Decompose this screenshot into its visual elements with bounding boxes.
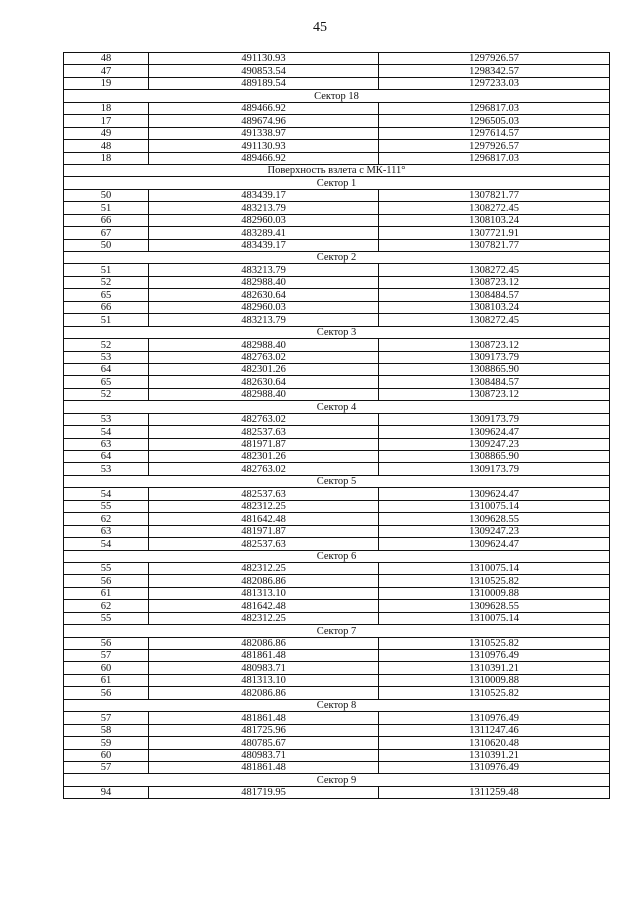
x-coordinate-cell: 482312.25 [149, 612, 379, 624]
y-coordinate-cell: 1310976.49 [379, 712, 610, 724]
x-coordinate-cell: 482630.64 [149, 289, 379, 301]
section-header: Сектор 9 [64, 774, 610, 786]
x-coordinate-cell: 481861.48 [149, 761, 379, 773]
page-number: 45 [313, 20, 327, 35]
point-number-cell: 63 [64, 525, 149, 537]
y-coordinate-cell: 1307821.77 [379, 189, 610, 201]
section-header-row [64, 774, 610, 786]
y-coordinate-cell: 1310976.49 [379, 761, 610, 773]
y-coordinate-cell: 1296817.03 [379, 152, 610, 164]
table-row [64, 102, 610, 114]
point-number-cell: 59 [64, 737, 149, 749]
x-coordinate-cell: 482312.25 [149, 500, 379, 512]
section-header-row [64, 550, 610, 562]
x-coordinate-cell: 482988.40 [149, 276, 379, 288]
x-coordinate-cell: 481971.87 [149, 525, 379, 537]
section-header-row [64, 475, 610, 487]
x-coordinate-cell: 481642.48 [149, 513, 379, 525]
y-coordinate-cell: 1308484.57 [379, 376, 610, 388]
x-coordinate-cell: 482086.86 [149, 637, 379, 649]
table-row [64, 202, 610, 214]
y-coordinate-cell: 1309173.79 [379, 413, 610, 425]
table-row [64, 612, 610, 624]
table-row [64, 562, 610, 574]
point-number-cell: 52 [64, 339, 149, 351]
table-row [64, 438, 610, 450]
x-coordinate-cell: 482086.86 [149, 575, 379, 587]
point-number-cell: 54 [64, 488, 149, 500]
point-number-cell: 57 [64, 712, 149, 724]
y-coordinate-cell: 1311247.46 [379, 724, 610, 736]
x-coordinate-cell: 491130.93 [149, 140, 379, 152]
table-row [64, 189, 610, 201]
y-coordinate-cell: 1310620.48 [379, 737, 610, 749]
y-coordinate-cell: 1297926.57 [379, 140, 610, 152]
x-coordinate-cell: 483213.79 [149, 314, 379, 326]
x-coordinate-cell: 480983.71 [149, 662, 379, 674]
x-coordinate-cell: 483213.79 [149, 264, 379, 276]
point-number-cell: 48 [64, 53, 149, 65]
point-number-cell: 53 [64, 463, 149, 475]
point-number-cell: 50 [64, 189, 149, 201]
point-number-cell: 57 [64, 761, 149, 773]
x-coordinate-cell: 482537.63 [149, 426, 379, 438]
x-coordinate-cell: 482630.64 [149, 376, 379, 388]
point-number-cell: 55 [64, 562, 149, 574]
x-coordinate-cell: 481313.10 [149, 587, 379, 599]
point-number-cell: 65 [64, 289, 149, 301]
point-number-cell: 62 [64, 513, 149, 525]
point-number-cell: 62 [64, 600, 149, 612]
section-header: Сектор 5 [64, 475, 610, 487]
point-number-cell: 60 [64, 662, 149, 674]
table-row [64, 351, 610, 363]
y-coordinate-cell: 1308723.12 [379, 339, 610, 351]
point-number-cell: 56 [64, 637, 149, 649]
y-coordinate-cell: 1296505.03 [379, 115, 610, 127]
y-coordinate-cell: 1310009.88 [379, 674, 610, 686]
x-coordinate-cell: 481313.10 [149, 674, 379, 686]
y-coordinate-cell: 1297614.57 [379, 127, 610, 139]
x-coordinate-cell: 481861.48 [149, 650, 379, 662]
section-header: Сектор 8 [64, 699, 610, 711]
point-number-cell: 64 [64, 451, 149, 463]
section-header-row [64, 252, 610, 264]
y-coordinate-cell: 1308723.12 [379, 276, 610, 288]
point-number-cell: 19 [64, 77, 149, 89]
point-number-cell: 61 [64, 587, 149, 599]
section-header-row [64, 164, 610, 176]
y-coordinate-cell: 1308272.45 [379, 264, 610, 276]
section-header-row [64, 699, 610, 711]
table-row [64, 637, 610, 649]
y-coordinate-cell: 1310525.82 [379, 637, 610, 649]
coordinates-table [63, 52, 610, 799]
table-row [64, 239, 610, 251]
y-coordinate-cell: 1311259.48 [379, 786, 610, 798]
y-coordinate-cell: 1309628.55 [379, 513, 610, 525]
y-coordinate-cell: 1310976.49 [379, 650, 610, 662]
x-coordinate-cell: 482301.26 [149, 451, 379, 463]
point-number-cell: 52 [64, 388, 149, 400]
y-coordinate-cell: 1309624.47 [379, 426, 610, 438]
y-coordinate-cell: 1308272.45 [379, 202, 610, 214]
x-coordinate-cell: 483289.41 [149, 227, 379, 239]
y-coordinate-cell: 1310525.82 [379, 575, 610, 587]
point-number-cell: 66 [64, 214, 149, 226]
table-row [64, 761, 610, 773]
table-row [64, 77, 610, 89]
table-row [64, 712, 610, 724]
point-number-cell: 56 [64, 687, 149, 699]
y-coordinate-cell: 1297926.57 [379, 53, 610, 65]
x-coordinate-cell: 491130.93 [149, 53, 379, 65]
table-row [64, 140, 610, 152]
point-number-cell: 47 [64, 65, 149, 77]
table-row [64, 525, 610, 537]
x-coordinate-cell: 481971.87 [149, 438, 379, 450]
table-row [64, 388, 610, 400]
x-coordinate-cell: 483439.17 [149, 239, 379, 251]
table-row [64, 786, 610, 798]
section-header-row [64, 625, 610, 637]
table-row [64, 53, 610, 65]
table-row [64, 314, 610, 326]
point-number-cell: 54 [64, 426, 149, 438]
point-number-cell: 57 [64, 650, 149, 662]
point-number-cell: 94 [64, 786, 149, 798]
section-header-row [64, 401, 610, 413]
y-coordinate-cell: 1309247.23 [379, 525, 610, 537]
section-header-row [64, 177, 610, 189]
y-coordinate-cell: 1309628.55 [379, 600, 610, 612]
point-number-cell: 50 [64, 239, 149, 251]
table-row [64, 339, 610, 351]
table-row [64, 737, 610, 749]
coordinates-table-body [64, 53, 610, 799]
table-row [64, 575, 610, 587]
x-coordinate-cell: 490853.54 [149, 65, 379, 77]
x-coordinate-cell: 481861.48 [149, 712, 379, 724]
section-header: Сектор 7 [64, 625, 610, 637]
table-row [64, 538, 610, 550]
x-coordinate-cell: 482537.63 [149, 488, 379, 500]
section-header: Сектор 3 [64, 326, 610, 338]
x-coordinate-cell: 483213.79 [149, 202, 379, 214]
point-number-cell: 51 [64, 202, 149, 214]
x-coordinate-cell: 489466.92 [149, 152, 379, 164]
table-row [64, 600, 610, 612]
x-coordinate-cell: 482960.03 [149, 301, 379, 313]
table-row [64, 724, 610, 736]
x-coordinate-cell: 481725.96 [149, 724, 379, 736]
table-row [64, 513, 610, 525]
y-coordinate-cell: 1308103.24 [379, 301, 610, 313]
point-number-cell: 51 [64, 264, 149, 276]
x-coordinate-cell: 482086.86 [149, 687, 379, 699]
point-number-cell: 56 [64, 575, 149, 587]
y-coordinate-cell: 1308865.90 [379, 451, 610, 463]
point-number-cell: 49 [64, 127, 149, 139]
x-coordinate-cell: 482537.63 [149, 538, 379, 550]
section-header-row [64, 90, 610, 102]
y-coordinate-cell: 1310391.21 [379, 662, 610, 674]
point-number-cell: 54 [64, 538, 149, 550]
table-row [64, 463, 610, 475]
y-coordinate-cell: 1310075.14 [379, 562, 610, 574]
table-row [64, 227, 610, 239]
x-coordinate-cell: 483439.17 [149, 189, 379, 201]
section-header: Сектор 6 [64, 550, 610, 562]
point-number-cell: 18 [64, 102, 149, 114]
point-number-cell: 64 [64, 363, 149, 375]
section-header: Поверхность взлета с МК-111° [64, 164, 610, 176]
y-coordinate-cell: 1309173.79 [379, 463, 610, 475]
x-coordinate-cell: 480785.67 [149, 737, 379, 749]
x-coordinate-cell: 489466.92 [149, 102, 379, 114]
point-number-cell: 48 [64, 140, 149, 152]
y-coordinate-cell: 1310075.14 [379, 500, 610, 512]
x-coordinate-cell: 481719.95 [149, 786, 379, 798]
y-coordinate-cell: 1309624.47 [379, 488, 610, 500]
point-number-cell: 17 [64, 115, 149, 127]
x-coordinate-cell: 491338.97 [149, 127, 379, 139]
x-coordinate-cell: 482763.02 [149, 413, 379, 425]
x-coordinate-cell: 482763.02 [149, 463, 379, 475]
y-coordinate-cell: 1308484.57 [379, 289, 610, 301]
y-coordinate-cell: 1307721.91 [379, 227, 610, 239]
table-row [64, 276, 610, 288]
point-number-cell: 61 [64, 674, 149, 686]
point-number-cell: 53 [64, 413, 149, 425]
x-coordinate-cell: 482312.25 [149, 562, 379, 574]
point-number-cell: 55 [64, 500, 149, 512]
table-row [64, 587, 610, 599]
point-number-cell: 18 [64, 152, 149, 164]
table-row [64, 363, 610, 375]
y-coordinate-cell: 1309624.47 [379, 538, 610, 550]
section-header: Сектор 4 [64, 401, 610, 413]
table-row [64, 451, 610, 463]
y-coordinate-cell: 1307821.77 [379, 239, 610, 251]
x-coordinate-cell: 489674.96 [149, 115, 379, 127]
x-coordinate-cell: 480983.71 [149, 749, 379, 761]
x-coordinate-cell: 482988.40 [149, 339, 379, 351]
table-row [64, 115, 610, 127]
point-number-cell: 67 [64, 227, 149, 239]
table-row [64, 650, 610, 662]
point-number-cell: 60 [64, 749, 149, 761]
y-coordinate-cell: 1308103.24 [379, 214, 610, 226]
table-row [64, 426, 610, 438]
y-coordinate-cell: 1309247.23 [379, 438, 610, 450]
point-number-cell: 63 [64, 438, 149, 450]
x-coordinate-cell: 482988.40 [149, 388, 379, 400]
table-row [64, 264, 610, 276]
x-coordinate-cell: 482763.02 [149, 351, 379, 363]
point-number-cell: 55 [64, 612, 149, 624]
table-row [64, 662, 610, 674]
x-coordinate-cell: 489189.54 [149, 77, 379, 89]
point-number-cell: 52 [64, 276, 149, 288]
section-header: Сектор 18 [64, 90, 610, 102]
y-coordinate-cell: 1310525.82 [379, 687, 610, 699]
table-row [64, 687, 610, 699]
point-number-cell: 53 [64, 351, 149, 363]
point-number-cell: 51 [64, 314, 149, 326]
table-row [64, 65, 610, 77]
point-number-cell: 58 [64, 724, 149, 736]
table-row [64, 289, 610, 301]
y-coordinate-cell: 1297233.03 [379, 77, 610, 89]
section-header: Сектор 1 [64, 177, 610, 189]
y-coordinate-cell: 1309173.79 [379, 351, 610, 363]
table-row [64, 500, 610, 512]
table-row [64, 214, 610, 226]
point-number-cell: 66 [64, 301, 149, 313]
y-coordinate-cell: 1310391.21 [379, 749, 610, 761]
table-row [64, 413, 610, 425]
x-coordinate-cell: 482960.03 [149, 214, 379, 226]
table-row [64, 376, 610, 388]
y-coordinate-cell: 1296817.03 [379, 102, 610, 114]
y-coordinate-cell: 1308723.12 [379, 388, 610, 400]
point-number-cell: 65 [64, 376, 149, 388]
table-row [64, 301, 610, 313]
y-coordinate-cell: 1308865.90 [379, 363, 610, 375]
y-coordinate-cell: 1310075.14 [379, 612, 610, 624]
section-header: Сектор 2 [64, 252, 610, 264]
y-coordinate-cell: 1310009.88 [379, 587, 610, 599]
x-coordinate-cell: 481642.48 [149, 600, 379, 612]
section-header-row [64, 326, 610, 338]
y-coordinate-cell: 1308272.45 [379, 314, 610, 326]
table-row [64, 488, 610, 500]
table-row [64, 127, 610, 139]
table-row [64, 749, 610, 761]
x-coordinate-cell: 482301.26 [149, 363, 379, 375]
table-row [64, 674, 610, 686]
y-coordinate-cell: 1298342.57 [379, 65, 610, 77]
table-row [64, 152, 610, 164]
